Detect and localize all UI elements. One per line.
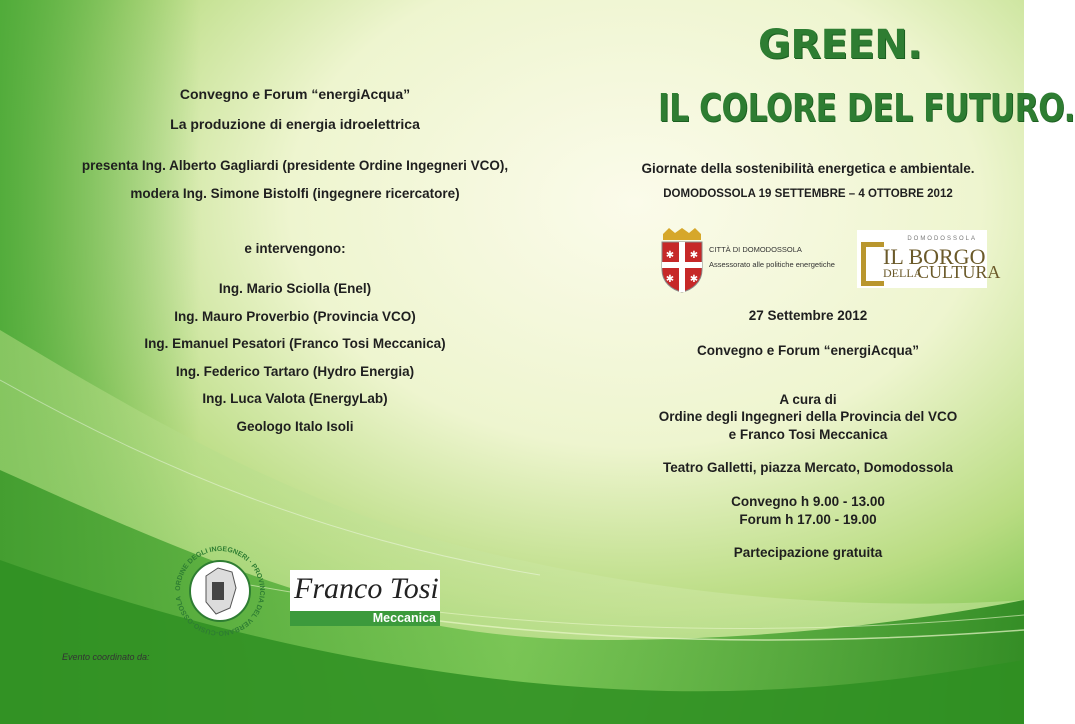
franco-tosi-script: Franco Tosi: [294, 572, 439, 605]
headline-green: GREEN.: [758, 22, 922, 68]
headline-colore-futuro: IL COLORE DEL FUTURO.: [658, 86, 1075, 130]
borgo-cultura-label: CULTURA: [917, 262, 1001, 282]
borgo-cultura-logo: [857, 230, 1001, 288]
left-title-subject: La produzione di energia idroelettrica: [170, 116, 420, 132]
speaker-item: Ing. Luca Valota (EnergyLab): [202, 391, 388, 406]
event-date: 27 Settembre 2012: [748, 308, 868, 323]
speaker-item: Ing. Federico Tartaro (Hydro Energia): [175, 364, 415, 379]
forum-time: Forum h 17.00 - 19.00: [739, 512, 877, 527]
speaker-item: Ing. Mauro Proverbio (Provincia VCO): [174, 309, 416, 324]
a-cura-di-label: A cura di: [779, 392, 837, 407]
modera-line: modera Ing. Simone Bistolfi (ingegnere ricercatore): [130, 186, 460, 201]
borgo-small-label: DOMODOSSOLA: [907, 236, 977, 242]
borgo-mark-icon: [861, 242, 884, 286]
city-assessorato: Assessorato alle politiche energetiche: [709, 260, 835, 269]
partecipazione-label: Partecipazione gratuita: [733, 545, 883, 560]
organizer-line-1: Ordine degli Ingegneri della Provincia del VCO: [658, 409, 958, 424]
presenta-line: presenta Ing. Alberto Gagliardi (presidente Ordine Ingegneri VCO),: [81, 158, 509, 173]
dates-line: DOMODOSSOLA 19 SETTEMBRE – 4 OTTOBRE 2012: [663, 188, 953, 200]
ordine-ingegneri-logo: [170, 536, 270, 646]
speaker-item: Ing. Emanuel Pesatori (Franco Tosi Meccanica): [144, 336, 446, 351]
svg-text:✱: ✱: [689, 274, 699, 285]
giornate-line: Giornate della sostenibilità energetica e ambientale.: [641, 161, 975, 176]
ordine-ring-text: ORDINE DEGLI INGEGNERI · PROVINCIA DEL VERBANO-CUSIO-OSSOLA: [174, 545, 266, 637]
event-title: Convegno e Forum “energiAcqua”: [696, 343, 920, 358]
left-title-convegno: Convegno e Forum “energiAcqua”: [179, 86, 411, 102]
franco-tosi-meccanica: Meccanica: [372, 611, 436, 625]
svg-text:✱: ✱: [689, 250, 699, 261]
speaker-item: Geologo Italo Isoli: [236, 419, 354, 434]
city-text-block: [709, 242, 835, 272]
speaker-item: Ing. Mario Sciolla (Enel): [218, 281, 372, 296]
city-name: CITTÀ DI DOMODOSSOLA: [709, 245, 802, 254]
convegno-time: Convegno h 9.00 - 13.00: [731, 494, 885, 509]
venue-line: Teatro Galletti, piazza Mercato, Domodossola: [662, 460, 954, 475]
borgo-il-label: IL BORGO: [883, 244, 986, 269]
svg-text:✱: ✱: [665, 274, 675, 285]
borgo-della-label: DELLA: [883, 266, 923, 280]
domodossola-crest-icon: [657, 228, 707, 292]
svg-text:✱: ✱: [665, 250, 675, 261]
franco-tosi-logo: [290, 570, 440, 626]
intervengono-label: e intervengono:: [244, 241, 346, 256]
organizer-line-2: e Franco Tosi Meccanica: [728, 427, 888, 442]
evento-coordinato-label: Evento coordinato da:: [62, 652, 150, 662]
